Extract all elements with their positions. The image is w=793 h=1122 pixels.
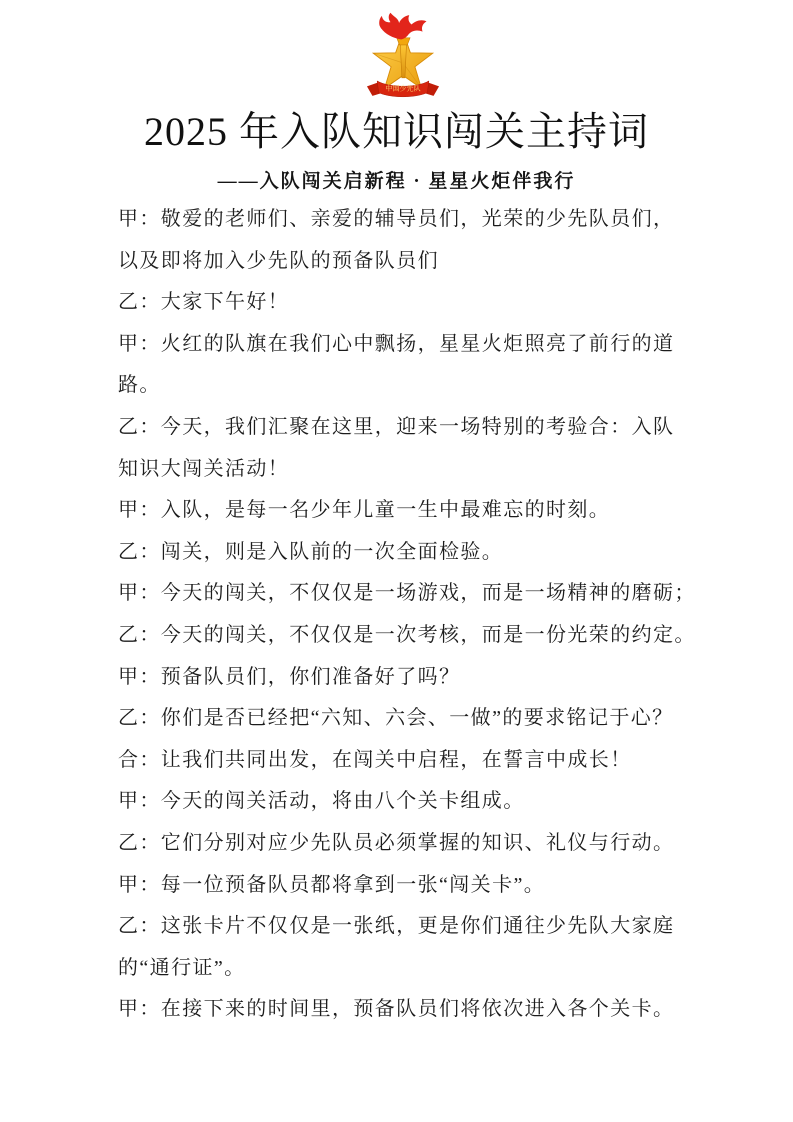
dialogue-line: 以及即将加入少先队的预备队员们	[118, 249, 439, 272]
dialogue-line: 合：让我们共同出发，在闯关中启程，在誓言中成长！	[118, 748, 632, 771]
flame-icon	[379, 13, 426, 40]
page-title: 2025 年入队知识闯关主持词	[144, 109, 649, 154]
dialogue-line: 乙：你们是否已经把“六知、六会、一做”的要求铭记于心？	[118, 707, 674, 730]
dialogue-line: 甲：每一位预备队员都将拿到一张“闯关卡”。	[118, 873, 546, 896]
dialogue-line: 乙：闯关，则是入队前的一次全面检验。	[118, 540, 504, 563]
young-pioneers-emblem	[356, 12, 450, 106]
ribbon-text: 中国少先队	[384, 84, 421, 93]
ribbon-banner	[366, 81, 438, 97]
dialogue-line: 乙：这张卡片不仅仅是一张纸，更是你们通往少先队大家庭	[118, 915, 675, 938]
dialogue-line: 甲：火红的队旗在我们心中飘扬，星星火炬照亮了前行的道	[118, 332, 675, 355]
page-subtitle: ——入队闯关启新程 · 星星火炬伴我行	[217, 171, 576, 192]
dialogue-line: 甲：今天的闯关活动，将由八个关卡组成。	[118, 790, 525, 813]
dialogue-line: 乙：大家下午好！	[118, 291, 290, 314]
dialogue-line: 路。	[118, 374, 161, 397]
dialogue-line: 甲：在接下来的时间里，预备队员们将依次进入各个关卡。	[118, 998, 675, 1021]
dialogue-line: 乙：它们分别对应少先队员必须掌握的知识、礼仪与行动。	[118, 831, 675, 854]
dialogue-line: 甲：今天的闯关，不仅仅是一场游戏，而是一场精神的磨砺；	[118, 582, 696, 605]
dialogue-line: 甲：入队，是每一名少年儿童一生中最难忘的时刻。	[118, 499, 611, 522]
dialogue-line: 甲：敬爱的老师们、亲爱的辅导员们，光荣的少先队员们，	[118, 208, 675, 230]
dialogue-line: 乙：今天的闯关，不仅仅是一次考核，而是一份光荣的约定。	[118, 623, 696, 646]
dialogue-line: 甲：预备队员们，你们准备好了吗？	[118, 665, 461, 688]
dialogue-line: 乙：今天，我们汇聚在这里，迎来一场特别的考验合：入队	[118, 415, 675, 438]
dialogue-body	[118, 199, 696, 1031]
dialogue-line: 的“通行证”。	[118, 956, 246, 979]
dialogue-line: 知识大闯关活动！	[118, 457, 290, 480]
